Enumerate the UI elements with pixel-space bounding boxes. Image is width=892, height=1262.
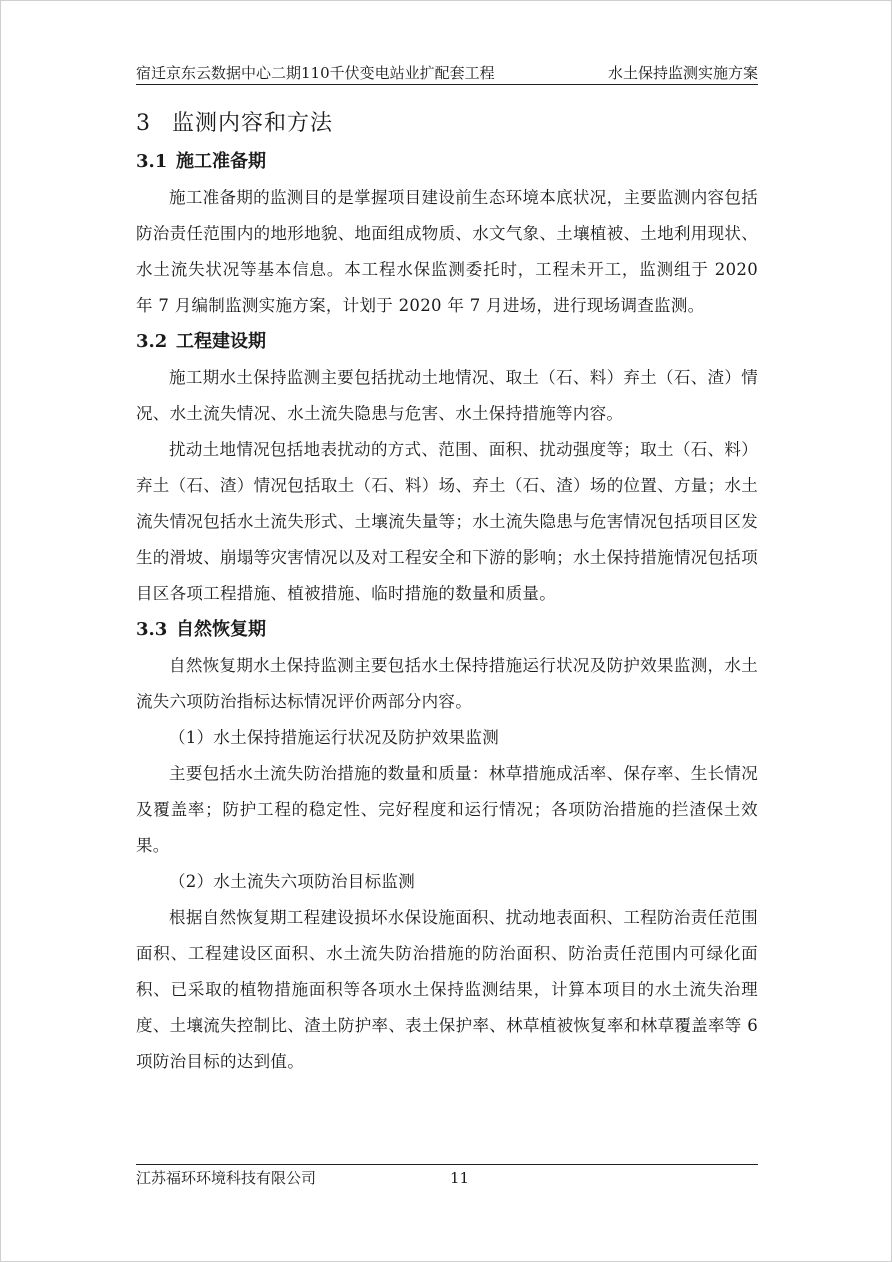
section-3-1-paragraph: 施工准备期的监测目的是掌握项目建设前生态环境本底状况，主要监测内容包括防治责任范围内的地形地貌、地面组成物质、水文气象、土壤植被、土地利用现状、水土流失状况等基本信息。本工程水保监测委托时，工程未开工，监测组于 2020 年 7 月编制监测实施方案，计划于 2020 年 7 月进场，进行现场调查监测。 (136, 188, 758, 315)
section-3-3-number: 3.3 (136, 619, 168, 640)
section-3-3-paragraph-2: 主要包括水土流失防治措施的数量和质量：林草措施成活率、保存率、生长情况及覆盖率；防护工程的稳定性、完好程度和运行情况；各项防治措施的拦渣保土效果。 (136, 764, 758, 855)
section-3-3-subheading-2: （2）水土流失六项防治目标监测 (169, 872, 415, 891)
section-3-3-heading (136, 612, 758, 648)
section-3-3-subheading-1: （1）水土保持措施运行状况及防护效果监测 (169, 728, 499, 747)
section-3-2-heading (136, 324, 758, 360)
page-body (136, 104, 758, 1080)
section-3-2-paragraph-1: 施工期水土保持监测主要包括扰动土地情况、取土（石、料）弃土（石、渣）情况、水土流失情况、水土流失隐患与危害、水土保持措施等内容。 (136, 368, 758, 423)
section-3-2-title: 工程建设期 (176, 331, 266, 352)
section-3-3-paragraph-3: 根据自然恢复期工程建设损坏水保设施面积、扰动地表面积、工程防治责任范围面积、工程建设区面积、水土流失防治措施的防治面积、防治责任范围内可绿化面积、已采取的植物措施面积等各项水土保持监测结果，计算本项目的水土流失治理度、土壤流失控制比、渣土防护率、表土保护率、林草植被恢复率和林草覆盖率等 6 项防治目标的达到值。 (136, 908, 758, 1071)
section-3-heading (136, 104, 758, 144)
header-document-title: 水土保持监测实施方案 (607, 64, 758, 82)
section-3-number: 3 (136, 111, 151, 136)
section-3-3-paragraph-1: 自然恢复期水土保持监测主要包括水土保持措施运行状况及防护效果监测，水土流失六项防治指标达标情况评价两部分内容。 (136, 656, 758, 711)
header-project-title: 宿迁京东云数据中心二期110千伏变电站业扩配套工程 (136, 64, 495, 82)
page-header (136, 62, 758, 85)
page-footer (136, 1164, 758, 1187)
section-3-1-heading (136, 144, 758, 180)
section-3-2-number: 3.2 (136, 331, 168, 352)
page-number: 11 (450, 1169, 470, 1187)
section-3-1-title: 施工准备期 (176, 151, 266, 172)
section-3-1-number: 3.1 (136, 151, 168, 172)
footer-company-name: 江苏福环环境科技有限公司 (136, 1169, 317, 1187)
section-3-3-title: 自然恢复期 (176, 619, 266, 640)
section-3-2-paragraph-2: 扰动土地情况包括地表扰动的方式、范围、面积、扰动强度等；取土（石、料）弃土（石、渣）情况包括取土（石、料）场、弃土（石、渣）场的位置、方量；水土流失情况包括水土流失形式、土壤流失量等；水土流失隐患与危害情况包括项目区发生的滑坡、崩塌等灾害情况以及对工程安全和下游的影响；水土保持措施情况包括项目区各项工程措施、植被措施、临时措施的数量和质量。 (136, 440, 758, 603)
section-3-title: 监测内容和方法 (172, 111, 334, 136)
